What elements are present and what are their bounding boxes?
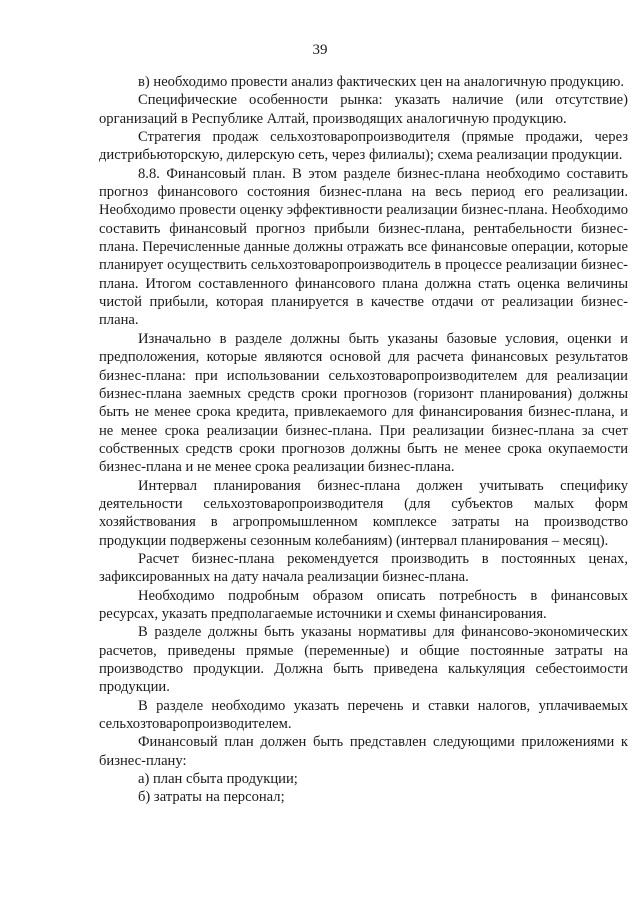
paragraph-constant-prices: Расчет бизнес-плана рекомендуется производить в постоянных ценах, зафиксированных на дату начала реализации бизнес-плана.	[99, 550, 628, 586]
paragraph-base-conditions: Изначально в разделе должны быть указаны базовые условия, оценки и предположения, которые являются основой для расчета финансовых результатов бизнес-плана: при использовании сельхозтоваропроизводителем для реализации бизнес-плана заемных средств сроки прогнозов (горизонт планирования) должны быть не менее срока кредита, привлекаемого для финансирования бизнес-плана, и не менее срока реализации бизнес-плана. При реализации бизнес-плана за счет собственных средств сроки прогнозов должны быть не менее срока окупаемости бизнес-плана и не менее срока реализации бизнес-плана.	[99, 330, 628, 476]
list-item-sales-plan: а) план сбыта продукции;	[138, 771, 298, 788]
paragraph-price-analysis: в) необходимо провести анализ фактических цен на аналогичную продукцию.	[138, 74, 625, 90]
paragraph-taxes: В разделе необходимо указать перечень и ставки налогов, уплачиваемых сельхозтоваропроизводителем.	[99, 697, 628, 733]
list-item-personnel-costs: б) затраты на персонал;	[138, 789, 285, 806]
paragraph-planning-interval: Интервал планирования бизнес-плана должен учитывать специфику деятельности сельхозтоваропроизводителя (для субъектов малых форм хозяйствования в агропромышленном комплексе затраты на производство продукции подвержены сезонным колебаниям) (интервал планирования – месяц).	[99, 477, 628, 549]
page-number: 39	[312, 42, 328, 58]
paragraph-financing-needs: Необходимо подробным образом описать потребность в финансовых ресурсах, указать предполагаемые источники и схемы финансирования.	[99, 587, 628, 622]
paragraph-appendices-intro: Финансовый план должен быть представлен следующими приложениями к бизнес-плану:	[99, 734, 628, 769]
paragraph-market-specifics: Специфические особенности рынка: указать наличие (или отсутствие) организаций в Республике Алтай, производящих аналогичную продукцию.	[99, 92, 628, 127]
paragraph-norms-costs: В разделе должны быть указаны нормативы для финансово-экономических расчетов, приведены прямые (переменные) и общие постоянные затраты на производство продукции. Должна быть приведена калькуляция себестоимости продукции.	[99, 624, 628, 696]
paragraph-sales-strategy: Стратегия продаж сельхозтоваропроизводителя (прямые продажи, через дистрибьюторскую, дилерскую сеть, через филиалы); схема реализации продукции.	[99, 129, 628, 164]
paragraph-financial-plan: 8.8. Финансовый план. В этом разделе бизнес-плана необходимо составить прогноз финансового состояния бизнес-плана на весь период его реализации. Необходимо провести оценку эффективности реализации бизнес-плана. Необходимо составить финансовый прогноз прибыли бизнес-плана, рентабельности бизнес-плана. Перечисленные данные должны отражать все финансовые операции, которые планирует осуществить сельхозтоваропроизводитель в процессе реализации бизнес-плана. Итогом составленного финансового плана должна стать оценка величины чистой прибыли, которая планируется в качестве отдачи от реализации бизнес-плана.	[99, 165, 628, 329]
document-body	[99, 73, 628, 807]
